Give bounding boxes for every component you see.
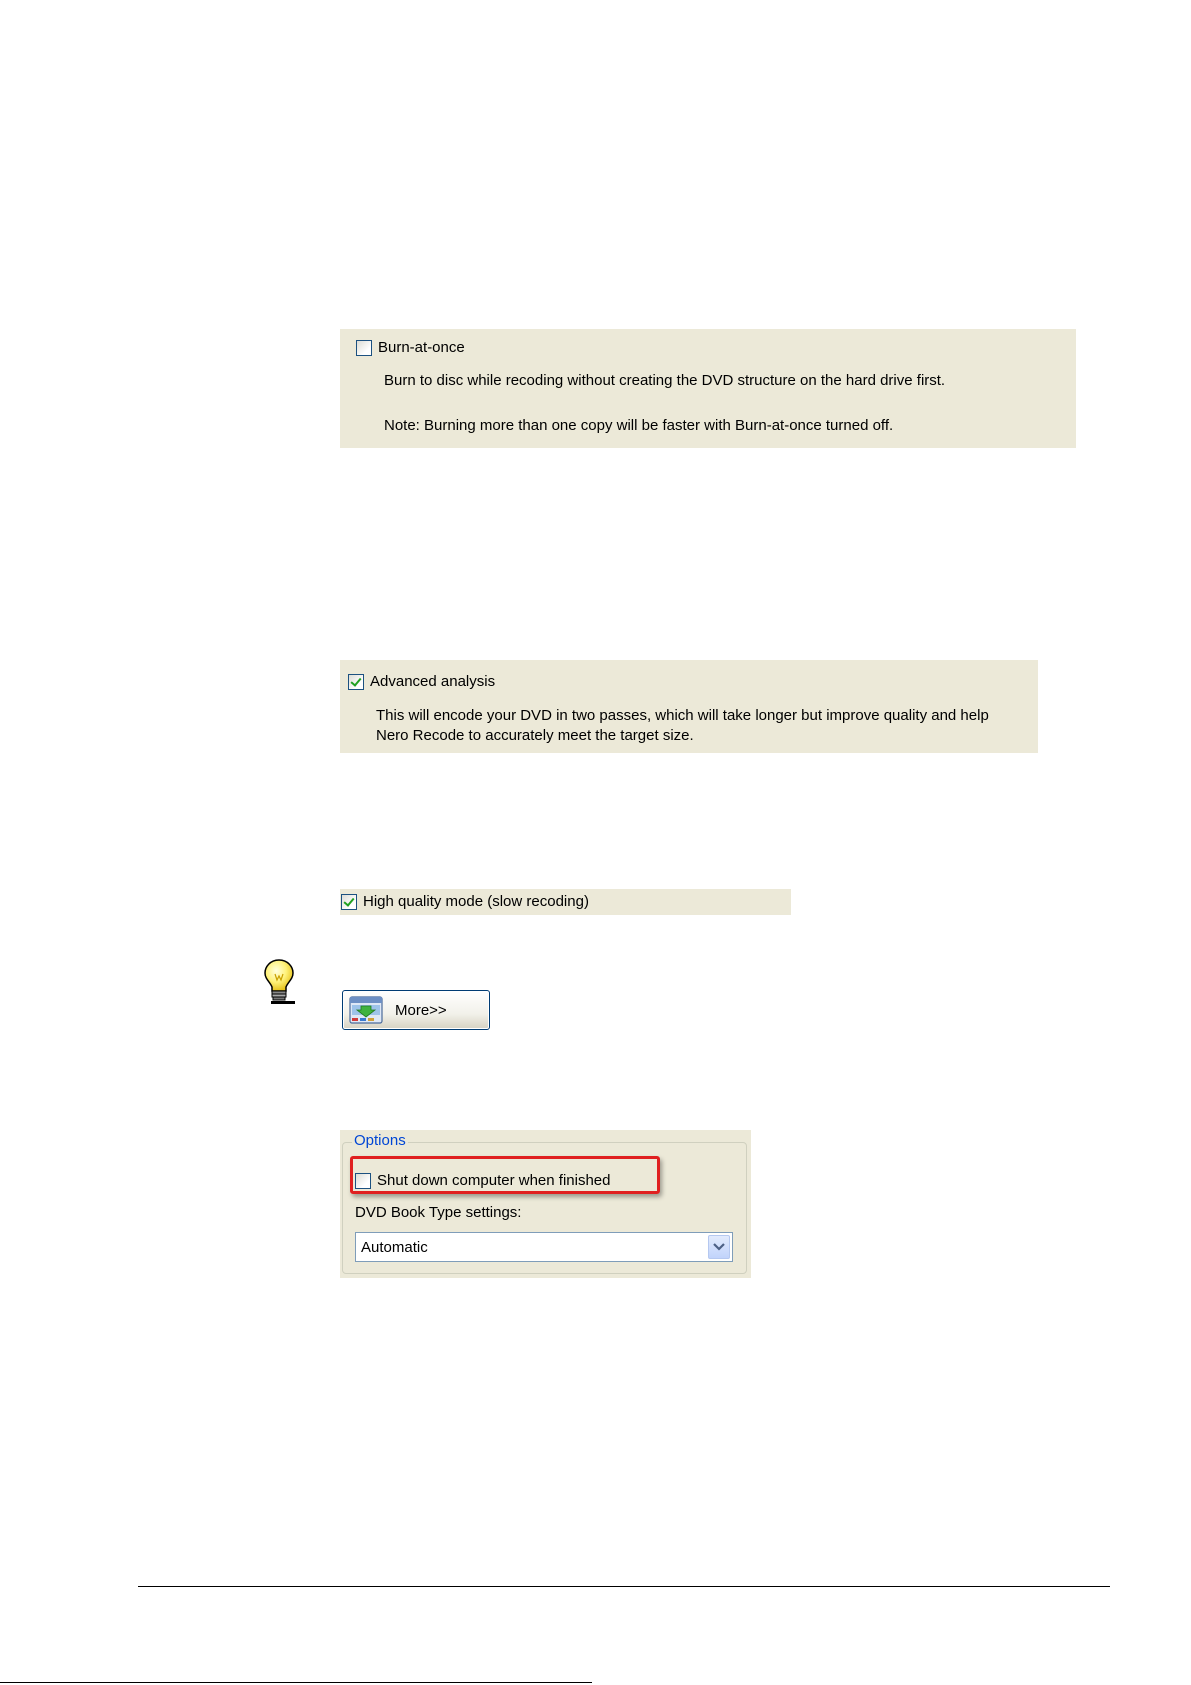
more-button-icon <box>349 996 383 1024</box>
advanced-analysis-description-line1: This will encode your DVD in two passes, which will take longer but improve quality and help <box>376 707 989 724</box>
chevron-down-icon <box>713 1242 725 1252</box>
bottom-rule <box>0 1682 592 1683</box>
book-type-value: Automatic <box>361 1238 428 1256</box>
shutdown-checkbox[interactable] <box>355 1173 371 1189</box>
shutdown-checkbox-row[interactable] <box>355 1172 610 1189</box>
advanced-analysis-description-line2: Nero Recode to accurately meet the target size. <box>376 727 694 744</box>
high-quality-label: High quality mode (slow recoding) <box>363 893 589 910</box>
burn-at-once-note: Note: Burning more than one copy will be faster with Burn-at-once turned off. <box>384 417 894 434</box>
book-type-dropdown-button[interactable] <box>708 1235 730 1259</box>
burn-at-once-label: Burn-at-once <box>378 339 465 356</box>
burn-at-once-checkbox[interactable] <box>356 340 372 356</box>
lightbulb-icon <box>262 958 296 1006</box>
advanced-analysis-checkbox[interactable] <box>348 674 364 690</box>
options-group-title: Options <box>354 1132 406 1149</box>
more-button[interactable] <box>342 990 490 1030</box>
advanced-analysis-checkbox-row[interactable] <box>348 673 495 690</box>
burn-at-once-checkbox-row[interactable] <box>356 339 465 356</box>
high-quality-checkbox-row[interactable] <box>341 893 589 910</box>
burn-at-once-description: Burn to disc while recoding without creating the DVD structure on the hard drive first. <box>384 372 946 389</box>
book-type-select[interactable] <box>355 1232 733 1262</box>
footer-rule <box>138 1586 1110 1587</box>
high-quality-checkbox[interactable] <box>341 894 357 910</box>
more-button-label: More>> <box>395 1001 447 1019</box>
shutdown-label: Shut down computer when finished <box>377 1172 611 1189</box>
book-type-label: DVD Book Type settings: <box>355 1204 522 1221</box>
advanced-analysis-label: Advanced analysis <box>370 673 496 690</box>
